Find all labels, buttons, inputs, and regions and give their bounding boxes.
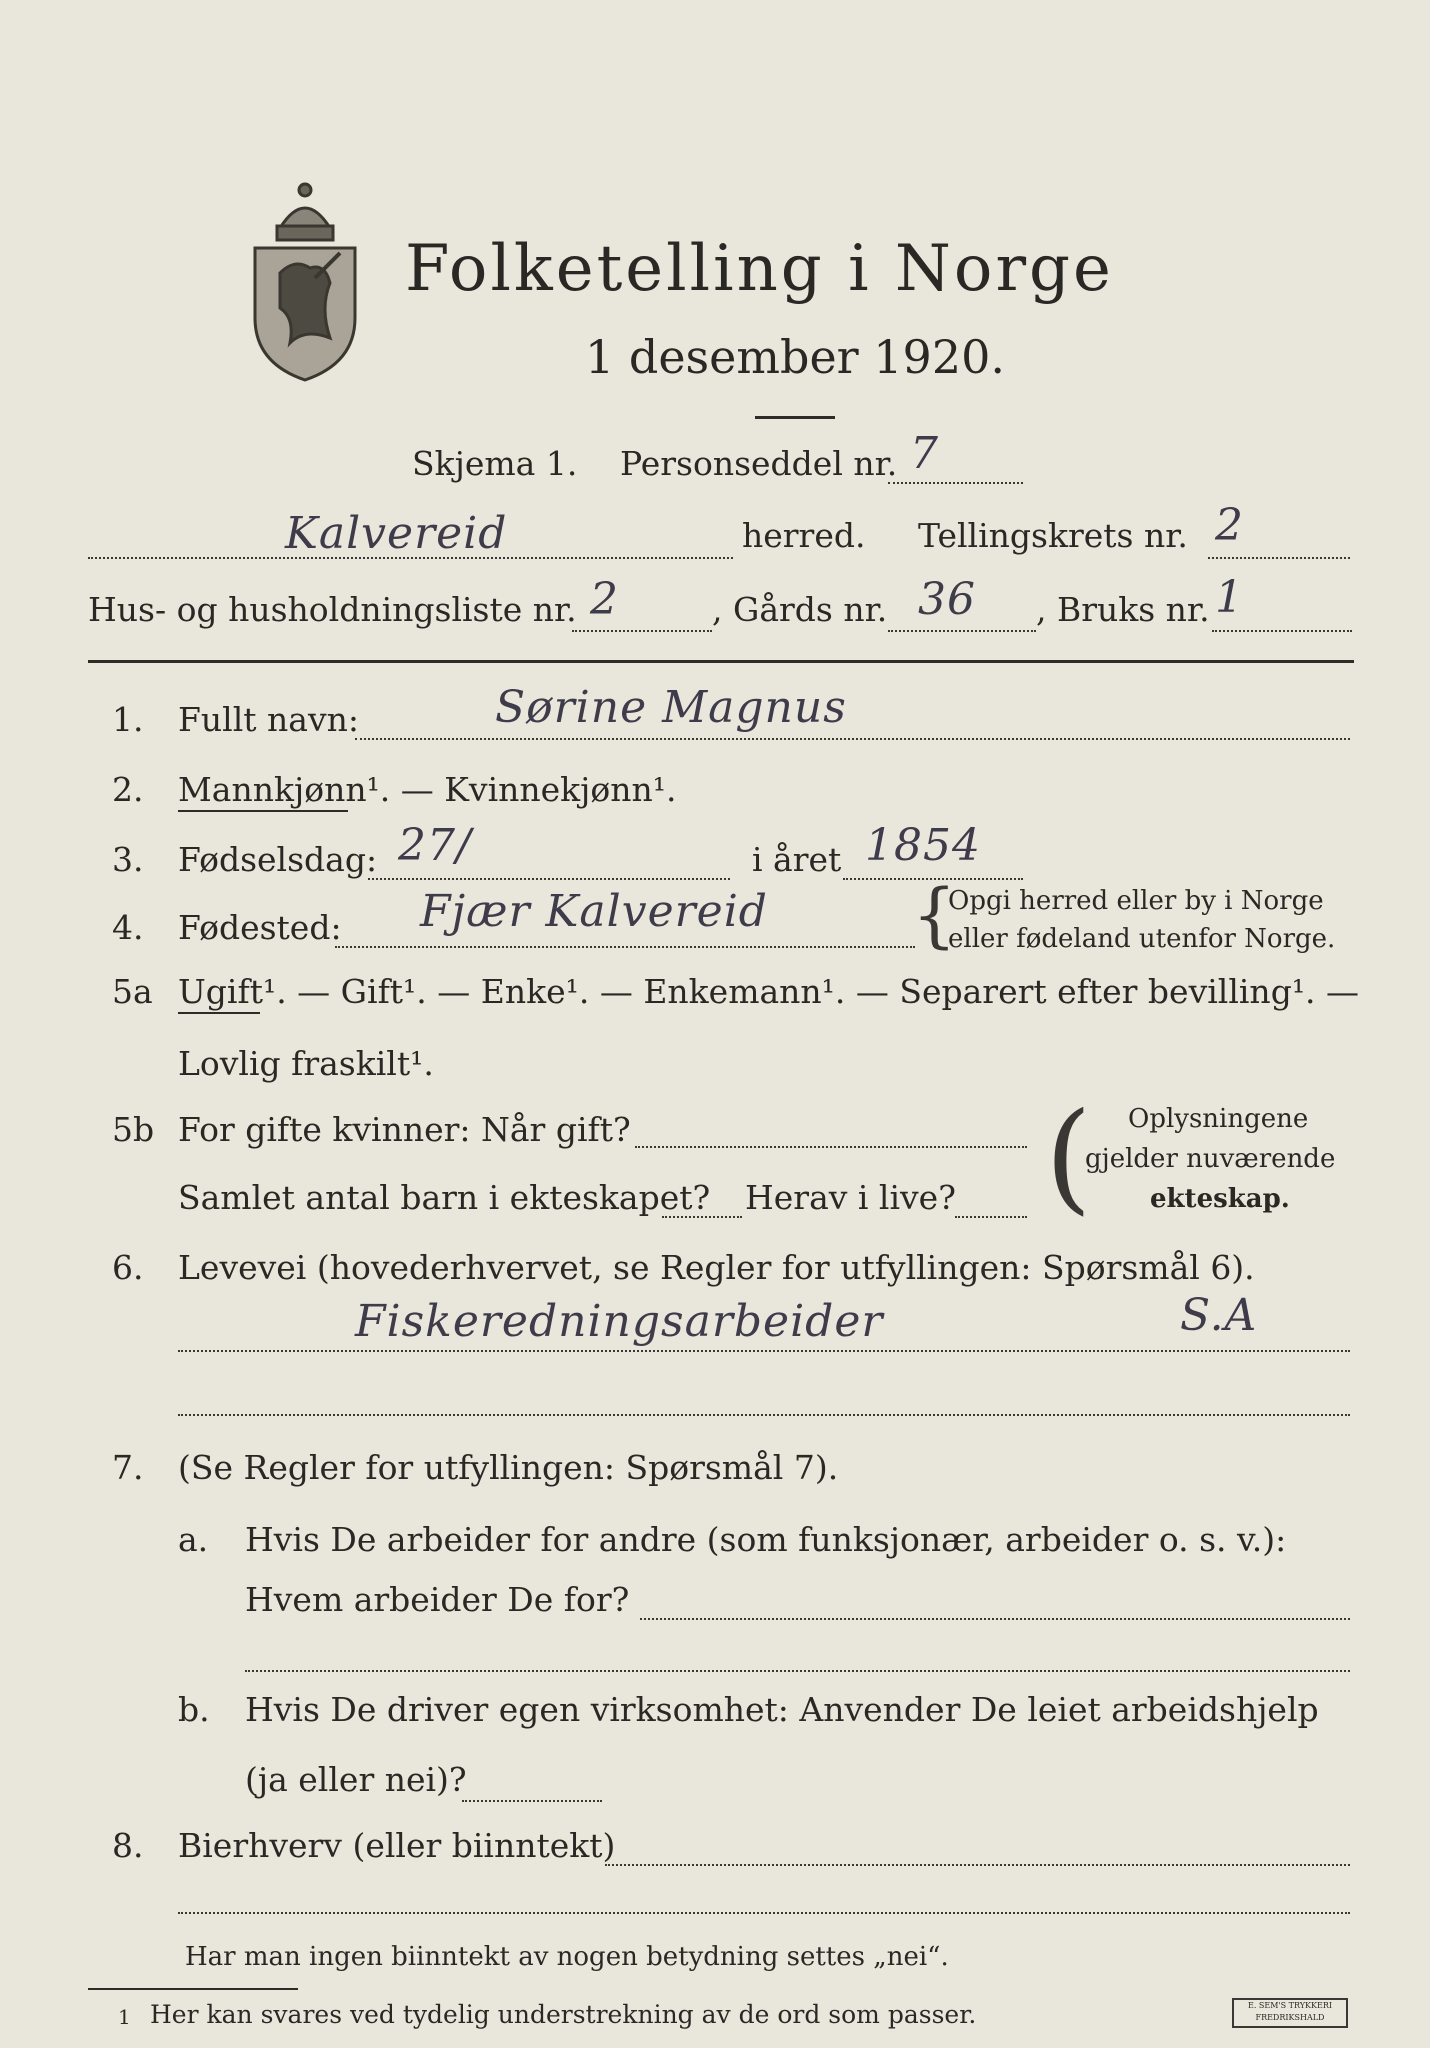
personseddel-line (888, 482, 1023, 484)
personseddel-label: Personseddel nr. (620, 444, 898, 483)
herred-line (88, 557, 733, 559)
gards-line (888, 630, 1036, 632)
q5a-line-1: Ugift¹. — Gift¹. — Enke¹. — Enkemann¹. — Separert efter bevilling¹. — (178, 972, 1360, 1011)
q3-label: Fødselsdag: (178, 840, 378, 879)
q7-number: 7. (112, 1448, 144, 1487)
q6-value: Fiskeredningsarbeider (355, 1296, 884, 1347)
q5b-note-1: Oplysningene (1128, 1104, 1309, 1134)
q6-line-1 (178, 1350, 1350, 1352)
title-divider (755, 416, 835, 419)
q5b-line-3 (955, 1216, 1027, 1218)
q5a-number: 5a (112, 972, 153, 1011)
q8-label: Bierhverv (eller biinntekt) (178, 1826, 616, 1865)
q3-number: 3. (112, 840, 144, 879)
personseddel-value: 7 (910, 428, 939, 479)
q8-line-extra (178, 1912, 1350, 1914)
footer-divider (88, 1988, 298, 1990)
skjema-label: Skjema 1. (412, 444, 578, 483)
q7a-letter: a. (178, 1520, 209, 1559)
q5b-label-3: Herav i live? (745, 1178, 956, 1217)
q6-label: Levevei (hovederhvervet, se Regler for utfyllingen: Spørsmål 6). (178, 1248, 1255, 1287)
bruks-value: 1 (1215, 572, 1244, 623)
gards-value: 36 (918, 574, 976, 625)
q7a-line-2: Hvem arbeider De for? (245, 1580, 630, 1619)
q4-brace: { (912, 874, 957, 956)
q3-year-value: 1854 (865, 820, 981, 871)
herred-label: herred. (742, 516, 866, 555)
q5b-note-3: ekteskap. (1150, 1184, 1290, 1214)
q1-label: Fullt navn: (178, 700, 359, 739)
tellingskrets-line (1208, 557, 1350, 559)
q5b-number: 5b (112, 1110, 155, 1149)
q1-number: 1. (112, 700, 144, 739)
q5a-underline (178, 1012, 260, 1014)
header-divider (88, 660, 1354, 663)
tellingskrets-label: Tellingskrets nr. (918, 516, 1188, 555)
q1-value: Sørine Magnus (495, 682, 847, 733)
q5b-brace: ( (1045, 1088, 1092, 1227)
printer-stamp (1232, 1998, 1348, 2028)
q4-note-1: Opgi herred eller by i Norge (948, 886, 1324, 916)
q5b-line-1 (635, 1146, 1027, 1148)
q4-label: Fødested: (178, 908, 342, 947)
bruks-line (1212, 630, 1352, 632)
q7-label: (Se Regler for utfyllingen: Spørsmål 7). (178, 1448, 839, 1487)
hus-label: Hus- og husholdningsliste nr. (88, 590, 577, 629)
coat-of-arms-icon (245, 168, 365, 383)
footnote-number: 1 (118, 2005, 131, 2029)
q5b-line-2 (662, 1216, 742, 1218)
q6-number: 6. (112, 1248, 144, 1287)
printer-stamp-text: E. SEM'S TRYKKERI FREDRIKSHALD (1247, 2001, 1333, 2022)
q7a-line-extra (245, 1670, 1350, 1672)
hus-line (572, 630, 712, 632)
census-date: 1 desember 1920. (585, 330, 1005, 384)
q3-value: 27/ (398, 820, 472, 871)
q7b-line-1: Hvis De driver egen virksomhet: Anvender De leiet arbeidshjelp (245, 1690, 1319, 1729)
q2-label: Mannkjønn¹. — Kvinnekjønn¹. (178, 770, 677, 809)
bruks-label: , Bruks nr. (1036, 590, 1210, 629)
q7a-line-1: Hvis De arbeider for andre (som funksjonær, arbeider o. s. v.): (245, 1520, 1287, 1559)
q1-line (355, 738, 1350, 740)
gards-label: , Gårds nr. (712, 590, 888, 629)
q7b-line-2: (ja eller nei)? (245, 1760, 467, 1799)
q4-note-2: eller fødeland utenfor Norge. (948, 924, 1336, 954)
herred-value: Kalvereid (285, 508, 508, 559)
q4-number: 4. (112, 908, 144, 947)
q3-year-label: i året (752, 840, 842, 879)
q5b-label-1: For gifte kvinner: Når gift? (178, 1110, 631, 1149)
q8-number: 8. (112, 1826, 144, 1865)
q7a-line (640, 1618, 1350, 1620)
q5b-note-2: gjelder nuværende (1085, 1144, 1336, 1174)
tellingskrets-value: 2 (1215, 500, 1244, 551)
q4-value: Fjær Kalvereid (420, 886, 768, 937)
hus-value: 2 (590, 574, 619, 625)
footer-note: Har man ingen biinntekt av nogen betydning settes „nei“. (185, 1942, 949, 1972)
footnote-text: Her kan svares ved tydelig understrekning av de ord som passer. (150, 2000, 977, 2029)
page-title: Folketelling i Norge (405, 232, 1114, 306)
q2-underline (178, 810, 348, 812)
q7b-letter: b. (178, 1690, 210, 1729)
q3-line (368, 878, 730, 880)
q2-number: 2. (112, 770, 144, 809)
q5b-label-2: Samlet antal barn i ekteskapet? (178, 1178, 711, 1217)
q6-value-2: S.A (1180, 1290, 1258, 1341)
q6-line-2 (178, 1414, 1350, 1416)
q4-line (335, 946, 915, 948)
q5a-line-2: Lovlig fraskilt¹. (178, 1044, 434, 1083)
q8-line (605, 1864, 1350, 1866)
q7b-line (462, 1800, 602, 1802)
